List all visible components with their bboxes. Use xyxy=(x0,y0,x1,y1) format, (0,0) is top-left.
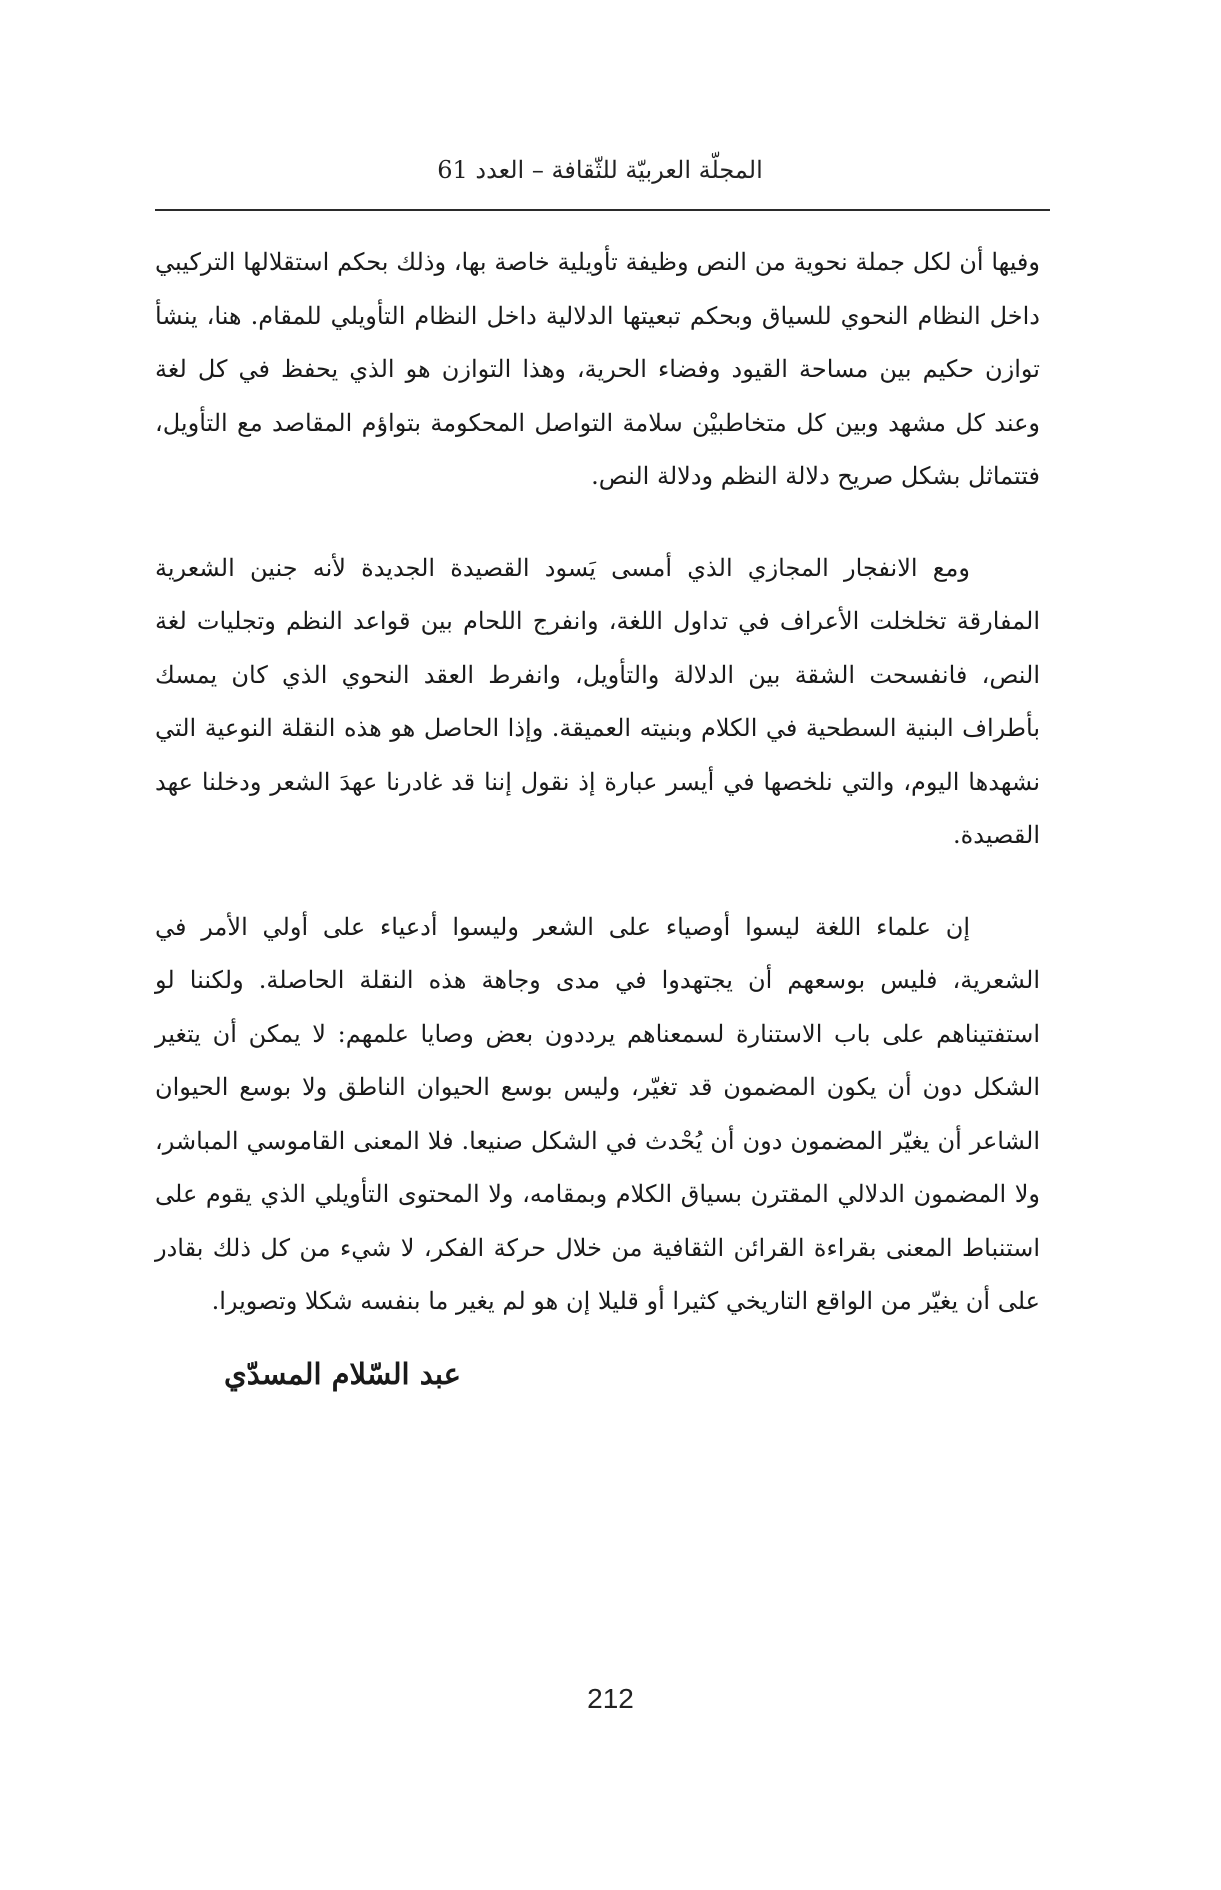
running-header-title: المجلّة العربيّة للثّقافة – العدد 61 xyxy=(437,156,763,184)
paragraph-1: وفيها أن لكل جملة نحوية من النص وظيفة تأويلية خاصة بها، وذلك بحكم استقلالها التركيبي داخل النظام النحوي للسياق وبحكم تبعيتها الدلالية داخل النظام التأويلي للمقام. هنا، ينشأ توازن حكيم بين مساحة القيود وفضاء الحرية، وهذا التوازن هو الذي يحفظ في كل لغة وعند كل مشهد وبين كل متخاطبيْن سلامة التواصل المحكومة بتواؤم المقاصد مع التأويل، فتتماثل بشكل صريح دلالة النظم ودلالة النص. xyxy=(155,248,1040,490)
article-body xyxy=(155,236,1040,1329)
author-signature: عبد السّلام المسدّي xyxy=(224,1357,461,1391)
page-number: 212 xyxy=(587,1683,634,1714)
header-divider xyxy=(155,209,1050,211)
paragraph-2: ومع الانفجار المجازي الذي أمسى يَسود القصيدة الجديدة لأنه جنين الشعرية المفارقة تخلخلت الأعراف في تداول اللغة، وانفرج اللحام بين قواعد النظم وتجليات لغة النص، فانفسحت الشقة بين الدلالة والتأويل، وانفرط العقد النحوي الذي كان يمسك بأطراف البنية السطحية في الكلام وبنيته العميقة. وإذا الحاصل هو هذه النقلة النوعية التي نشهدها اليوم، والتي نلخصها في أيسر عبارة إذ نقول إننا قد غادرنا عهدَ الشعر ودخلنا عهد القصيدة. xyxy=(155,553,1040,849)
paragraph-3: إن علماء اللغة ليسوا أوصياء على الشعر وليسوا أدعياء على أولي الأمر في الشعرية، فليس بوسعهم أن يجتهدوا في مدى وجاهة هذه النقلة الحاصلة. ولكننا لو استفتيناهم على باب الاستنارة لسمعناهم يرددون بعض وصايا علمهم: لا يمكن أن يتغير الشكل دون أن يكون المضمون قد تغيّر، وليس بوسع الحيوان الناطق ولا بوسع الحيوان الشاعر أن يغيّر المضمون دون أن يُحْدث في الشكل صنيعا. فلا المعنى القاموسي المباشر، ولا المضمون الدلالي المقترن بسياق الكلام وبمقامه، ولا المحتوى التأويلي الذي يقوم على استنباط المعنى بقراءة القرائن الثقافية من خلال حركة الفكر، لا شيء من كل ذلك بقادر على أن يغيّر من الواقع التاريخي كثيرا أو قليلا إن هو لم يغير ما بنفسه شكلا وتصويرا. xyxy=(155,912,1040,1315)
